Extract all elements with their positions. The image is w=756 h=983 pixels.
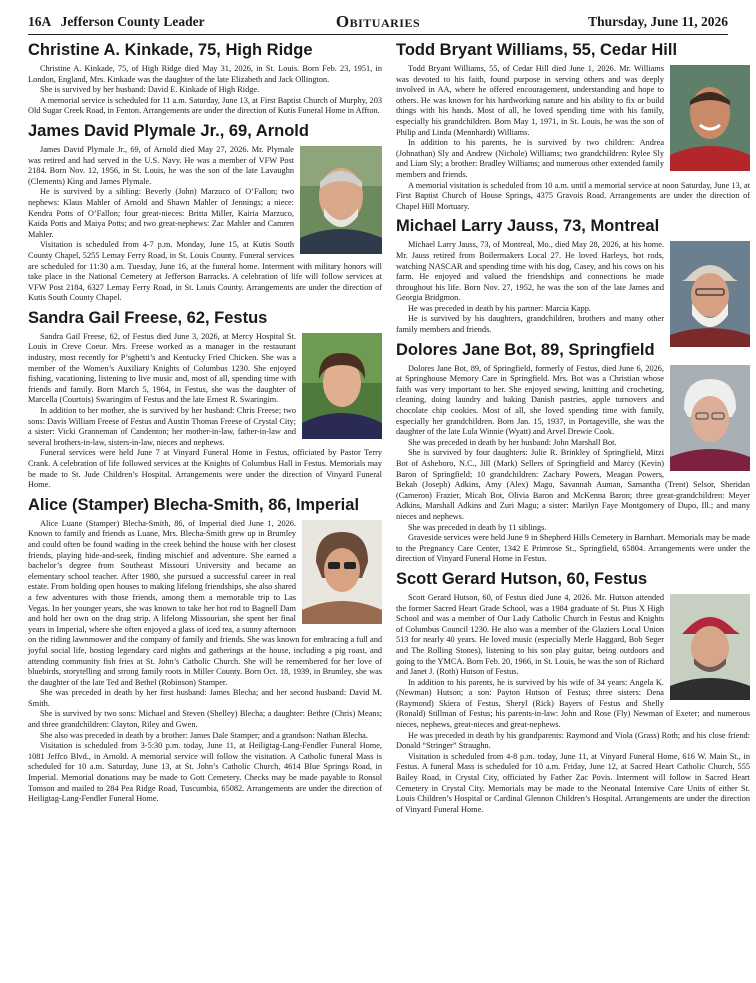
obituary-paragraph: Sandra Gail Freese, 62, of Festus died June 3, 2026, at Mercy Hospital St. Louis in Creve Coeur. Mrs. Freese worked as a manager in the restaurant industry, most recently for P’sghetti’s and Kentucky Fried Chicken. She was a member of the Women’s Auxiliary Knights of Columbus 1230. She enjoyed fishing, vacationing, listening to live music and, most of all, spending time with friends and family. Born March 5, 1964, in Festus, she was the daughter of Marcella (Courtois) Swaringim of Festus and the late Ernest R. Swaringim. [28,331,296,405]
obituary-paragraph: In addition to her mother, she is survived by her husband: Chris Freese; two sons: Davis William Freese of Festus and Austin Thomas Freese of Crystal City; a sister: Vicki Granneman of Candenton; her mother-in-law, father-in-law and several brothers-in-law, sisters-in-law, nieces and nephews. [28,406,296,447]
obituary-paragraph: Visitation is scheduled from 4-8 p.m. today, June 11, at Vinyard Funeral Home, 616 W. Main St., in Festus. A funeral Mass is scheduled for 10 a.m. Friday, June 12, at Sacred Heart Catholic Church, 555 Bailey Road, in Crystal City, officiated by Father Zac Povis. Interment will follow in Sacred Heart Cemetery in Crystal City. Memorials may be made to the Neonatal Intensive Care Units of either St. Louis Children’s Hospital or Cardinal Glennon Children’s Hospital. Arrangements are under the direction of Vinyard Funeral Home. [396,751,750,814]
obituary-blecha-smith [28,495,382,805]
obituary-williams [396,40,750,212]
section-title: Obituaries [335,12,421,31]
portrait-photo [670,365,750,471]
portrait-photo [670,594,750,700]
portrait-photo [302,520,382,624]
obituary-jauss [396,216,750,335]
obituary-paragraph: Christine A. Kinkade, 75, of High Ridge died May 31, 2026, in St. Louis. Born Feb. 23, 1951, in London, England, Mrs. Kinkade was the daughter of the late Elizabeth and Jack Ollington. [28,64,382,84]
obituary-paragraph: In addition to his parents, he is survived by two children: Andrea (Johnathan) Sly and Andrew (Nichole) Williams; two grandchildren: Rylee Sly and Liam Sly; a brother: Bradley Williams; and numerous other extended family members and friends. [396,138,664,179]
obituary-paragraph: Scott Gerard Hutson, 60, of Festus died June 4, 2026. Mr. Hutson attended the former Sacred Heart Grade School, was a 1984 graduate of St. Pius X High School and was a member of Our Lady Catholic Church in Festus and Knights of Columbus Council 1230. He also was a member of the Glaziers Local Union 513 for nearly 40 years. He loved music (especially Merle Haggard, Bob Seger and The Rolling Stones), listening to his son play guitar, being outdoors and going to the YMCA. Born Feb. 20, 1966, in St. Louis, he was the son of Richard and Janet J. (Roth) Hutson of Festus. [396,592,664,677]
portrait-photo [670,65,750,171]
obituary-paragraph: In addition to his parents, he is survived by his wife of 34 years: Angela K. (Newman) Hutson; a son: Payton Hutson of Festus; three sisters: Dena (Raymond) Skiera of Festus, Sheryl (Rick) Bayers of Festus and Shelly (Ronald) Stillman of Festus; his parents-in-law: John and Rose (Fly) Newman of Exeter; and numerous nieces, nephews, great-nieces and great-nephews. [396,677,750,730]
obituary-headline: Christine A. Kinkade, 75, High Ridge [28,41,313,59]
obituary-paragraph: She was preceded in death by her first husband: James Blecha; and her second husband: David M. Smith. [28,688,382,708]
obituary-kinkade [28,40,382,117]
obituary-headline: Todd Bryant Williams, 55, Cedar Hill [396,41,678,59]
obituary-paragraph: He was preceded in death by his partner: Marcia Kapp. [408,303,591,313]
portrait-photo [300,146,382,254]
obituary-paragraph: James David Plymale Jr., 69, of Arnold died May 27, 2026. Mr. Plymale was retired and had served in the U.S. Navy. He was a member of VFW Post 2184. Born Nov. 12, 1956, in St. Louis, he was the son of the late Lavaughn (Clements) King and James Plymale. [28,144,294,186]
obituary-paragraph: Dolores Jane Bot, 89, of Springfield, formerly of Festus, died June 6, 2026, at Springhouse Memory Care in Springfield. Mrs. Bot was a Christian whose faith was very important to her. She enjoyed sewing, knitting and crocheting, cleaning, doing laundry and baking Danish pastries, apple turnovers and chocolate chip cookies. Most of all, she loved spending time with family, especially her grandchildren. Born Jan. 15, 1937, in Portageville, she was the daughter of the late Lula Winnie (Wyatt) and Arvel Drewie Cook. [396,363,664,437]
obituary-headline: James David Plymale Jr., 69, Arnold [28,121,309,140]
issue-date: Thursday, June 11, 2026 [588,14,728,29]
obituary-bot [396,340,750,565]
obituary-paragraph: Alice Luane (Stamper) Blecha-Smith, 86, of Imperial died June 1, 2026. Known to family and friends as Luane, Mrs. Blecha-Smith grew up in Brumley and could often be found wading in the creek behind the house with her closest friends, playing hide-and-seek, finding mischief and adventure. She earned a bachelor’s degree from Southeast Missouri University and became an elementary school teacher. After 1980, she pursued a successful career in real estate. From holding open houses to making lifelong friendships, she also shared a few adventures with those friends, among them a memorable trip to Las Vegas. In her younger years, she was known to take her hot rod to Bagnell Dam and hold her own on the drag strip. A lifelong Missourian, she spent her final years in Imperial, where she often enjoyed a glass of iced tea, a sunny afternoon on the riding lawnmower and the company of family and friends. She was known for embracing a full and joyful social life, hosting legendary card nights and gatherings at the house, including a pig roast, and attending community fish fries at St. John’s Catholic Church. She will be remembered for her love of bluebirds, storytelling and strong family roots in Miller County. Born Oct. 18, 1939, in Brumley, she was the daughter of the late Ted and Bethel (Robinson) Stamper. [28,518,382,687]
left-column [28,38,382,805]
obituary-paragraph: She is survived by two sons: Michael and Steven (Shelley) Blecha; a daughter: Bethre (Chris) Means; and three grandchildren: Clayton, Riley and Gwen. [28,709,382,730]
obituary-paragraph: Visitation is scheduled from 3-5:30 p.m. today, June 11, at Heiligtag-Lang-Fendler Funeral Home, 1081 Jeffco Blvd., in Arnold. A memorial service will follow the visitation. A Catholic funeral Mass is scheduled for 10 a.m. Saturday, June 13, at St. John’s Catholic Church, 4614 Blue Springs Road, in Imperial. Memorial donations may be made to Gott Cemetery. Checks may be made payable to Ronsol Tomson and mailed to 284 Pea Ridge Road, Tuscumbia, 65082. Arrangements are under the direction of Heiligtag-Lang-Fendler Funeral Home. [28,741,382,804]
portrait-photo [302,333,382,439]
obituary-headline: Sandra Gail Freese, 62, Festus [28,308,268,327]
obituary-paragraph: She was preceded in death by her husband: John Marshall Bot. [408,437,617,447]
obituary-hutson [396,569,750,815]
obituary-paragraph: She also was preceded in death by a brother: James Dale Stamper; and a grandson: Nathan Blecha. [40,730,368,740]
obituary-headline: Michael Larry Jauss, 73, Montreal [396,217,660,236]
obituary-freese [28,308,382,491]
obituary-paragraph: She was preceded in death by 11 siblings. [408,522,547,532]
obituary-paragraph: Michael Larry Jauss, 73, of Montreal, Mo., died May 28, 2026, at his home. Mr. Jauss retired from Boilermakers Local 27. He loved Harleys, hot rods, watching NASCAR and spending time with his dog, Casey, and his cows on his farm. He enjoyed and valued the friendships and connections he made throughout his life. Born Nov. 27, 1952, he was the son of the late James and Georgia Bridgmon. [396,240,664,303]
page-header [28,10,728,35]
obituary-paragraph: He was preceded in death by his grandparents: Raymond and Viola (Grass) Roth; and his close friend: Donald “Stringer” Straughn. [396,730,750,751]
portrait-photo [670,241,750,347]
obituary-headline: Scott Gerard Hutson, 60, Festus [396,569,648,588]
obituary-paragraph: Graveside services were held June 9 in Shepherd Hills Cemetery in Barnhart. Memorials may be made to the Pregnancy Care Center, 1342 E Primrose St., Springfield, 65804. Arrangements were under the direction of Vinyard Funeral Home in Festus. [396,533,750,564]
obituary-paragraph: Todd Bryant Williams, 55, of Cedar Hill died June 1, 2026. Mr. Williams was devoted to his faith, found purpose in serving others and was deeply involved in AA, where he offered encouragement, understanding and hope to others. He was known for his hardworking nature and his ability to fix or build things with his hands. Most of all, he loved spending time with his family, especially his grandchildren. Born May 1, 1971, in St. Louis, he was the son of Philip and Linda (Mennhardt) Williams. [396,64,664,137]
obituary-paragraph: A memorial visitation is scheduled from 10 a.m. until a memorial service at noon Saturday, June 13, at First Baptist Church of House Springs, 4375 Gravois Road. Arrangements are under the direction of Chapel Hill Mortuary. [396,180,750,211]
obituary-paragraph: She is survived by her husband: David E. Kinkade of High Ridge. [40,85,260,95]
obituary-paragraph: Visitation is scheduled from 4-7 p.m. Monday, June 15, at Kutis South County Chapel, 5255 Lemay Ferry Road, in St. Louis County. Funeral services are scheduled for 11:30 a.m. Tuesday, June 16, at the funeral home. Interment with military honors will take place in the National Cemetery at Jefferson Barracks. A celebration of life will follow services at VFW Post 2184, 6327 Lemay Ferry Road, in St. Louis County. Arrangements are under the direction of Kutis South County Chapel. [28,240,382,303]
obituary-paragraph: He is survived by a sibling: Beverly (John) Marzuco of O’Fallon; two nephews: Klaus Mahler of Arnold and Shawn Mahler of Jennings; a niece: Kendra Potts of O’Fallon; four great-nieces: Britta Miller, Kairia Marzuco, Kaida Potts and Maiya Potts; and two great-nephews: Zac Mahler and Camren Mahler. [28,187,294,239]
obituary-paragraph: Funeral services were held June 7 at Vinyard Funeral Home in Festus, officiated by Pastor Terry Crank. A celebration of life followed services at the Knights of Columbus Hall in Festus. Memorials may be made to St. Jude Children’s Hospital. Arrangements were under the direction of Vinyard Funeral Home. [28,448,382,490]
obituary-plymale [28,121,382,304]
obituary-paragraph: He is survived by his daughters, grandchildren, brothers and many other family members and friends. [396,314,664,335]
obituary-headline: Dolores Jane Bot, 89, Springfield [396,340,655,359]
obituary-paragraph: She is survived by four daughters: Julie R. Brinkley of Springfield, Mitzi Bot of Asheboro, N.C., Jill (Mark) Sellers of Springfield and Marcy (Kevin) Baron of Springfield; 10 grandchildren: Zachary Powers, Meagan Powers, Bekah (Joseph) Adkins, Amy (Alex) Magu, Savannah Auman, Samantha (Trent) Selsor, Sheridan (Cameron) Frazier, Micah Bot, Olivia Baron and McKenna Baron; three great-grandchildren: Meyer Adkins, Marshall Adkins and Zuri Magu; a sister: Marilyn Faye Montgomery of Dupo, Ill.; and many nieces and nephews. [396,448,750,521]
page-number: 16A [28,14,52,29]
obituary-headline: Alice (Stamper) Blecha-Smith, 86, Imperial [28,495,360,514]
newspaper-name: Jefferson County Leader [60,14,205,29]
right-column [396,38,750,815]
obituary-paragraph: A memorial service is scheduled for 11 a.m. Saturday, June 13, at First Baptist Church of Murphy, 203 Old Sugar Creek Road, in Fenton. Arrangements are under the direction of Kutis Funeral Home in Affton. [28,95,382,116]
